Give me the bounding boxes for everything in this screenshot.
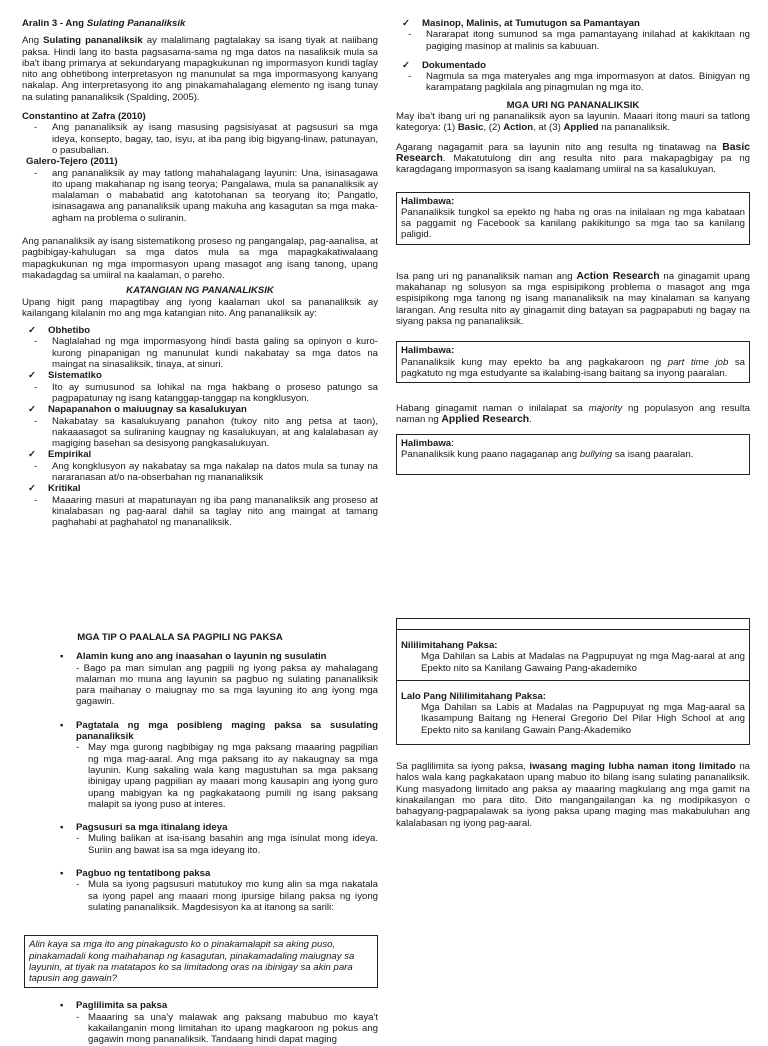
process-paragraph: Ang pananaliksik ay isang sistematikong proseso ng pangangalap, pag-aanalisa, at pagbibigay-kahulugan sa mga datos mula sa mga mapagkakatiwalaang mapagkukunan ng mga impormasyon upang masagot ang isang tanong, upang makadagdag sa umiiral na kaalaman, o pareho. bbox=[22, 236, 378, 281]
section-intro: Upang higit pang mapagtibay ang iyong kaalaman ukol sa pananaliksik ay kailangang kilalanin mo ang mga katangian nito. Ang pananaliksik ay: bbox=[22, 296, 378, 319]
more-limited-topic-box: Lalo Pang Nililimitahang Paksa: Mga Dahilan sa Labis at Madalas na Pagpupuyat ng mga Mag-aaral sa Ikasampung Baitang ng Heneral Gregorio Del Pilar High School at ang Epekto nito sa kanilang Gawain Pang-Akademiko bbox=[396, 681, 750, 745]
basic-research-paragraph: Agarang nagagamit para sa layunin nito ang resulta ng tinatawag na Basic Research. Makatutulong din ang resulta nito para makapagbigay pa ng karagdagang impormasyon sa isang kaalamang umiiral na sa kasalukuyan. bbox=[396, 141, 750, 176]
top-empty-box bbox=[396, 618, 750, 630]
action-research-paragraph: Isa pang uri ng pananaliksik naman ang Action Research na ginagamit upang makahanap ng solusyon sa mga espisipikong problema o masagot ang mga espisipikong mga tanong ng isang mananaliksik na may kinalaman sa kanyang larangan. Ang resulta nito ay ginagamit ding batayan sa pagpapabuti ng bagay na siyang paksa ng pananaliksik. bbox=[396, 270, 751, 327]
bullet-icon: ▪ bbox=[60, 1000, 64, 1012]
trait-item: ✓ Dokumentado bbox=[396, 60, 750, 71]
uri-intro: May iba't ibang uri ng pananaliksik ayon sa layunin. Maaari itong mauri sa tatlong kategorya: (1) Basic, (2) Action, at (3) Applied na pananaliksik. bbox=[396, 111, 750, 134]
tip-item: ▪ Alamin kung ano ang inaasahan o layunin ng susulatin bbox=[22, 651, 378, 662]
check-icon: ✓ bbox=[28, 370, 37, 382]
left-column bbox=[22, 18, 378, 528]
trait-item: ✓ Masinop, Malinis, at Tumutugon sa Pamantayan bbox=[396, 18, 750, 29]
bullet-icon: ▪ bbox=[60, 822, 64, 834]
bullet-icon: ▪ bbox=[60, 651, 64, 663]
definition-2: - ang pananaliksik ay may tatlong mahahalagang layunin: Una, isinasagawa ito upang makahanap ng isang teorya; Pangalawa, mula sa pananaliksik ay malalaman o mababatid ang katotohanan sa teoryang ito; Pangatlo, isinasagawa ang pananaliksik upang makuha ang kasagutan sa mga maka-agham na problema o suliranin. bbox=[34, 167, 378, 224]
example-box-applied: Halimbawa: Pananaliksik kung paano nagaganap ang bullying sa isang paaralan. bbox=[396, 434, 750, 476]
example-box-basic: Halimbawa: Pananaliksik tungkol sa epekto ng haba ng oras na inilalaan ng mga kabataan sa paggamit ng Facebook sa kanilang pakikitungo sa mga tao sa kanilang paligid. bbox=[396, 192, 750, 245]
definition-1: - Ang pananaliksik ay isang masusing pagsisiyasat at pagsusuri sa mga ideya, konsepto, bagay, tao, isyu, at iba pang ibig bigyang-linaw, patunayan, o pasubalian. bbox=[34, 122, 378, 156]
limited-topic-box: Nililimitahang Paksa: Mga Dahilan sa Labis at Madalas na Pagpupuyat ng mga Mag-aaral at ang Epekto nito sa Kanilang Gawaing Pang-akademiko bbox=[396, 630, 750, 681]
limiting-paragraph: Sa paglilimita sa iyong paksa, iwasang maging lubha naman itong limitado na halos wala kang pagkakataon upang mabuo ito bilang isang sulating pananaliksik. Kung masyadong limitado ang paksa ay maaaring magkulang ang mga gamit na kinakailangan mo para dito. Dito mangangailangan ka ng modipikasyon o bahagyang-pagpapalawak sa iyong paksa upang maging mas makabuluhan ang kalalabasan ng iyong pag-aaral. bbox=[396, 761, 750, 829]
tip-item: ▪ Pagbuo ng tentatibong paksa bbox=[22, 868, 378, 879]
trait-item: ✓ Sistematiko bbox=[22, 370, 378, 381]
tip-item: ▪ Paglilimita sa paksa bbox=[22, 1000, 378, 1011]
definition-2-author: Galero-Tejero (2011) bbox=[26, 156, 118, 168]
reflection-quote-box: Alin kaya sa mga ito ang pinakagusto ko o pinakamalapit sa aking puso, pinakamadali kong maihahanap ng kasagutan, pinakamadaling maiugnay sa layunin, at tiyak na matatapos ko sa limitadong oras na ibinigay sa akin para tapusin ang gawain? bbox=[24, 935, 378, 988]
check-icon: ✓ bbox=[402, 18, 411, 29]
limited-topic-section bbox=[396, 618, 750, 829]
bullet-icon: ▪ bbox=[60, 719, 64, 731]
definition-1-author: Constantino at Zafra (2010) bbox=[22, 111, 146, 123]
bullet-icon: ▪ bbox=[60, 868, 64, 880]
trait-item: ✓ Obhetibo bbox=[22, 325, 378, 336]
check-icon: ✓ bbox=[28, 325, 37, 337]
intro-paragraph: Ang Sulating pananaliksik ay malalimang pagtalakay sa isang tiyak at naiibang paksa. Hindi lang ito basta pagsasama-sama ng mga datos na nasaliksik mula sa iba't ibang primarya at sekundaryang mapagkukunan ng impormasyon kundi taglay nito ang obhetibong interpretasyon ng manunulat sa mga impormasyong kanyang nakalap. Ang interpretasyong ito ang pinakamahalagang elemento ng isang tunay na sulating pananaliksik (Spalding, 2005). bbox=[22, 35, 378, 103]
check-icon: ✓ bbox=[402, 59, 411, 71]
section-title-uri: MGA URI NG PANANALIKSIK bbox=[506, 99, 640, 111]
tips-title: MGA TIP O PAALALA SA PAGPILI NG PAKSA bbox=[77, 632, 283, 643]
trait-item: ✓ Napapanahon o maiuugnay sa kasalukuyan bbox=[22, 404, 378, 415]
traits-list: ✓ Obhetibo - Naglalahad ng mga impormasyong hindi basta galing sa opinyon o kuro-kurong pinapanigan ng manunulat kundi nakabatay sa mga datos na maingat na sinasaliksik, tinaya, at sinuri. ✓ Sistematiko - Ito ay sumusunod sa lohikal na mga hakbang o proseso patungo sa pagpapatunay ng isang katanggap-tanggap na kongklusyon. ✓ Napapanahon o maiuugnay sa kasalukuyan - Nakabatay sa kasalukuyang panahon (tukoy nito ang petsa at taon), nakaaasagot sa suliraning kaugnay ng kasalukuyan, at ang kalalabasan ay magiging basehan sa desisyong pangkasalukuyan. ✓ Empirikal - Ang kongklusyon ay nakabatay sa mga nakalap na datos mula sa tunay na nararanasan at/o na-obserbahan ng mananaliksik ✓ Kritikal - Maaaring masuri at mapatunayan ng iba pang mananaliksik ang proseso at kinalabasan ng pag-aaral dahil sa taglay nito ang maingat at tamang paghahabi at paghahatol ng mananaliksik. bbox=[22, 325, 378, 528]
check-icon: ✓ bbox=[28, 404, 37, 416]
tips-section: MGA TIP O PAALALA SA PAGPILI NG PAKSA ▪ Alamin kung ano ang inaasahan o layunin ng susulatin - Bago pa man simulan ang pagpili ng iyong paksa ay mahalagang malaman mo muna ang layunin sa pagbuo ng sulating pananaliksik para maihanay o maiugnay mo sa mga layuning ito ang iyong mga gagawin. ▪ Pagtatala ng mga posibleng maging paksa sa susulating pananaliksik - May mga gurong nagbibigay ng mga paksang maaaring pagpilian ng mga mag-aaral. Ang mga paksang ito ay nakaugnay sa mga layunin. Kung sakaling wala kang magustuhan sa mga paksang ibinigay upang pagpilian ay maaari mong kausapin ang iyong guro upang mabigyan ka ng pagkakataong pumili ng isang paksang malapit sa iyong puso at interes. ▪ Pagsusuri sa mga itinalang ideya - Muling balikan at isa-isang basahin ang mga isinulat mong ideya. Suriin ang bawat isa sa mga ideyang ito. ▪ Pagbuo ng tentatibong paksa - Mula sa iyong pagsusuri matutukoy mo kung alin sa mga nakatala sa iyong papel ang maaari mong ipursige bilang paksa ng iyong sulating pananaliksik. Magdesisyon ka at itanong sa sarili: Alin kaya sa mga ito ang pinakagusto ko o pinakamalapit sa aking puso, pinakamadali kong maihahanap ng kasagutan, pinakamadaling maiugnay sa layunin, at tiyak na matatapos ko sa limitadong oras na ibinigay sa akin para tapusin ang gawain? ▪ Paglilimita sa paksa - Maaaring sa una'y malawak ang paksang mabubuo mo kaya't kakailanganin mong limitahan ito upang magkaroon ng pokus ang gagawin mong pananaliksik. Tandaang hindi dapat maging bbox=[22, 632, 378, 1046]
check-icon: ✓ bbox=[28, 449, 37, 461]
tip-item: ▪ Pagsusuri sa mga itinalang ideya bbox=[22, 822, 378, 833]
trait-item: ✓ Kritikal bbox=[22, 483, 378, 494]
applied-research-paragraph: Habang ginagamit naman o inilalapat sa majority ng populasyon ang resulta naman ng Applied Research. bbox=[396, 403, 750, 426]
right-column: ✓ Masinop, Malinis, at Tumutugon sa Pamantayan - Nararapat itong sumunod sa mga pamantayang inilahad at kakikitaan ng pagiging masinop at malinis sa kabuuan. ✓ Dokumentado - Nagmula sa mga materyales ang mga impormasyon at datos. Binigyan ng karampatang pagkilala ang pinagmulan ng mga ito. MGA URI NG PANANALIKSIK May iba't ibang uri ng pananaliksik ayon sa layunin. Maaari itong mauri sa tatlong kategorya: (1) Basic, (2) Action, at (3) Applied na pananaliksik. Agarang nagagamit para sa layunin nito ang resulta ng tinatawag na Basic Research. Makatutulong din ang resulta nito para makapagbigay pa ng karagdagang impormasyon sa isang kaalamang umiiral na sa kasalukuyan. Halimbawa: Pananaliksik tungkol sa epekto ng haba ng oras na inilalaan ng mga kabataan sa paggamit ng Facebook sa kanilang pakikitungo sa mga tao sa kanilang paligid. Isa pang uri ng pananaliksik naman ang Action Research na ginagamit upang makahanap ng solusyon sa mga espisipikong problema o masagot ang mga espisipikong mga tanong ng isang mananaliksik na may kinalaman sa kanyang larangan. Ang resulta nito ay ginagamit ding batayan sa pagpapabuti ng bagay na siyang paksa ng pananaliksik. Halimbawa: Pananaliksik kung may epekto ba ang pagkakaroon ng part time job sa pagkatuto ng mga estudyante sa ikalabing-isang baitang sa inyong paaralan. Habang ginagamit naman o inilalapat sa majority ng populasyon ang resulta naman ng Applied Research. Halimbawa: Pananaliksik kung paano nagaganap ang bullying sa isang paaralan. bbox=[396, 18, 750, 475]
section-title-katangian: KATANGIAN NG PANANALIKSIK bbox=[126, 285, 274, 297]
example-box-action: Halimbawa: Pananaliksik kung may epekto ba ang pagkakaroon ng part time job sa pagkatuto ng mga estudyante sa ikalabing-isang baitang sa inyong paaralan. bbox=[396, 341, 750, 383]
trait-item: ✓ Empirikal bbox=[22, 449, 378, 460]
lesson-title: Aralin 3 - Ang Sulating Pananaliksik bbox=[22, 18, 186, 29]
check-icon: ✓ bbox=[28, 483, 37, 495]
tip-item: ▪ Pagtatala ng mga posibleng maging paksa sa susulating pananaliksik bbox=[22, 720, 378, 743]
